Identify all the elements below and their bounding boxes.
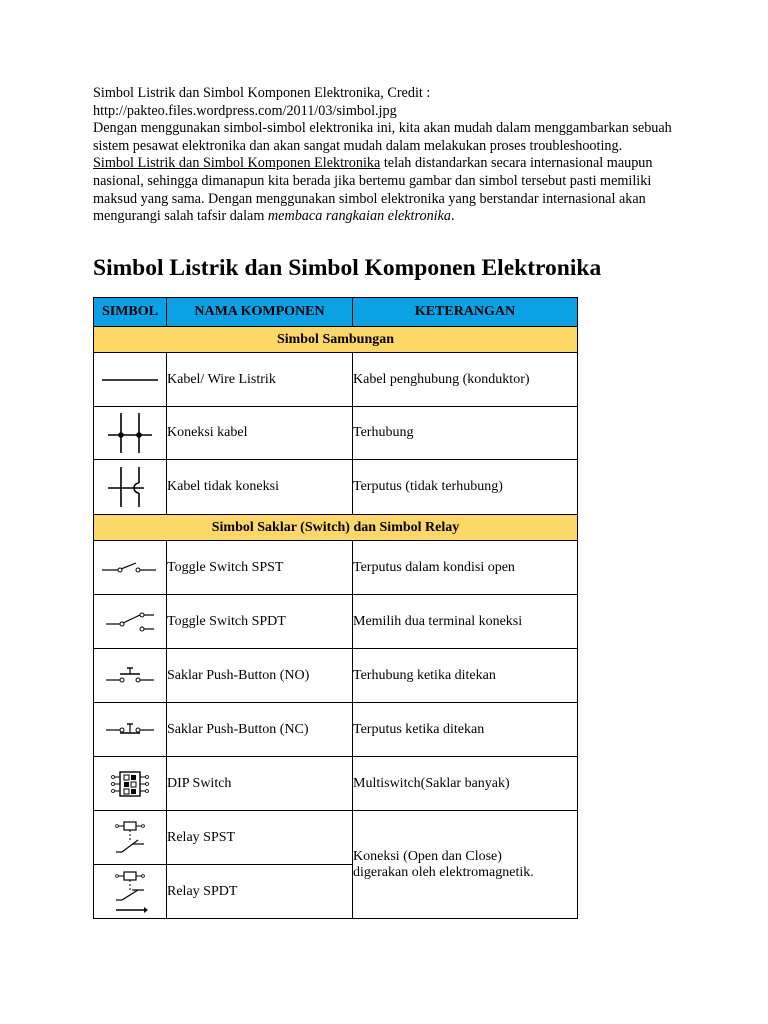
- component-name: Koneksi kabel: [167, 407, 353, 460]
- section-title-saklar: Simbol Saklar (Switch) dan Simbol Relay: [94, 515, 578, 541]
- component-name: DIP Switch: [167, 757, 353, 811]
- table-row: [94, 811, 578, 865]
- header-simbol: SIMBOL: [94, 298, 167, 327]
- component-desc: Terputus dalam kondisi open: [353, 541, 578, 595]
- component-name: Relay SPST: [167, 811, 353, 865]
- component-name: Kabel tidak koneksi: [167, 460, 353, 515]
- dip-switch-icon: [94, 757, 167, 811]
- push-button-nc-icon: [94, 703, 167, 757]
- component-name: Kabel/ Wire Listrik: [167, 353, 353, 407]
- page-heading: Simbol Listrik dan Simbol Komponen Elektronika: [93, 255, 602, 281]
- table-row: [94, 595, 578, 649]
- component-desc: Memilih dua terminal koneksi: [353, 595, 578, 649]
- intro-paragraph-2-end: .: [451, 208, 455, 225]
- article-link[interactable]: Simbol Listrik dan Simbol Komponen Elektronika: [93, 155, 381, 172]
- component-desc: Terputus (tidak terhubung): [353, 460, 578, 515]
- intro-paragraph-2-text: telah distandarkan secara internasional maupun nasional, sehingga dimanapun kita berada jika bertemu gambar dan simbol tersebut pasti memiliki maksud yang sama. Dengan menggunakan simbol elektronika yang berstandar internasional akan mengurangi salah tafsir dalam: [93, 155, 653, 225]
- relay-spdt-icon: [94, 865, 167, 919]
- section-title-sambungan: Simbol Sambungan: [94, 327, 578, 353]
- component-name: Relay SPDT: [167, 865, 353, 919]
- section-row: [94, 515, 578, 541]
- component-name: Toggle Switch SPDT: [167, 595, 353, 649]
- table-row: [94, 541, 578, 595]
- header-nama-komponen: NAMA KOMPONEN: [167, 298, 353, 327]
- symbol-table: [93, 297, 578, 919]
- table-row: [94, 407, 578, 460]
- wire-connected-icon: [94, 407, 167, 460]
- intro-paragraph-2: [93, 155, 693, 225]
- component-name: Saklar Push-Button (NC): [167, 703, 353, 757]
- component-desc: Kabel penghubung (konduktor): [353, 353, 578, 407]
- intro-paragraph-1: Dengan menggunakan simbol-simbol elektronika ini, kita akan mudah dalam menggambarkan sebuah sistem pesawat elektronika dan akan sangat mudah dalam melakukan proses troubleshooting.: [93, 120, 672, 154]
- table-row: [94, 353, 578, 407]
- credit-url: http://pakteo.files.wordpress.com/2011/03/simbol.jpg: [93, 102, 397, 119]
- table-row: [94, 703, 578, 757]
- wire-not-connected-icon: [94, 460, 167, 515]
- component-name: Saklar Push-Button (NO): [167, 649, 353, 703]
- table-row: [94, 757, 578, 811]
- wire-icon: [94, 353, 167, 407]
- relay-desc-line-2: digerakan oleh elektromagnetik.: [353, 864, 534, 880]
- italic-link-text: membaca rangkaian elektronika: [267, 208, 451, 225]
- header-keterangan: KETERANGAN: [353, 298, 578, 327]
- credit-line: Simbol Listrik dan Simbol Komponen Elektronika, Credit :: [93, 85, 431, 101]
- intro-text: [93, 85, 693, 226]
- component-desc: Terhubung ketika ditekan: [353, 649, 578, 703]
- table-header-row: [94, 298, 578, 327]
- component-desc: Terhubung: [353, 407, 578, 460]
- table-row: [94, 460, 578, 515]
- push-button-no-icon: [94, 649, 167, 703]
- section-row: [94, 327, 578, 353]
- spdt-switch-icon: [94, 595, 167, 649]
- component-name: Toggle Switch SPST: [167, 541, 353, 595]
- relay-desc-line-1: Koneksi (Open dan Close): [353, 848, 502, 864]
- table-row: [94, 649, 578, 703]
- spst-switch-icon: [94, 541, 167, 595]
- relay-description: [353, 811, 578, 919]
- component-desc: Multiswitch(Saklar banyak): [353, 757, 578, 811]
- component-desc: Terputus ketika ditekan: [353, 703, 578, 757]
- relay-spst-icon: [94, 811, 167, 865]
